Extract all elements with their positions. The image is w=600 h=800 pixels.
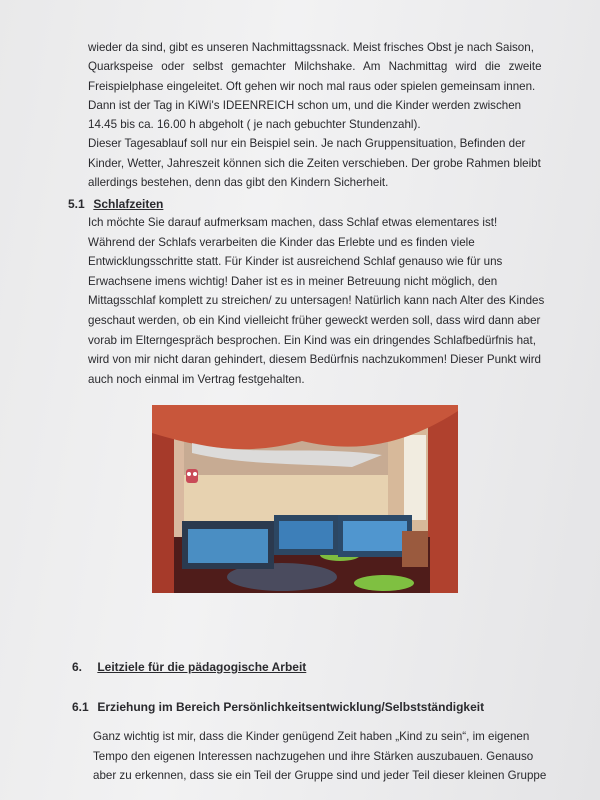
paragraph-line: wird von mir nicht daran gehindert, diesem Bedürfnis nachzukommen! Dieser Punkt wird xyxy=(88,353,542,367)
section-title: Leitziele für die pädagogische Arbeit xyxy=(97,660,307,674)
paragraph-line: Erwachsene imens wichtig! Daher ist es in meiner Betreuung nicht möglich, den xyxy=(88,274,498,288)
paragraph-line: aber zu erkennen, dass sie ein Teil der Gruppe sind und jeder Teil dieser kleinen Gruppe xyxy=(93,769,547,782)
paragraph-line: Während der Schlafs verarbeiten die Kinder das Erlebte und es finden viele xyxy=(88,235,475,249)
intro-line: Freispielphase eingeleitet. Oft gehen wir noch mal raus oder spielen gemeinsam innen. xyxy=(88,79,536,93)
paragraph-line: auch noch einmal im Vertrag festgehalten. xyxy=(88,372,305,386)
paragraph-line: Ganz wichtig ist mir, dass die Kinder genügend Zeit haben „Kind zu sein“, im eigenen xyxy=(93,730,530,743)
section-5-1-heading xyxy=(68,197,163,211)
paragraph-line: Tempo den eigenen Interessen nachzugehen und ihre Stärken auszubauen. Genauso xyxy=(93,749,534,763)
intro-line: Kinder, Wetter, Jahreszeit können sich die Zeiten verschieben. Der grobe Rahmen bleibt xyxy=(88,156,541,170)
paragraph-line: Entwicklungsschritte statt. Für Kinder ist ausreichend Schlaf genauso wie für uns xyxy=(88,255,503,269)
intro-line: Dieser Tagesablauf soll nur ein Beispiel sein. Je nach Gruppensituation, Befinden der xyxy=(88,137,526,151)
intro-paragraph xyxy=(88,38,558,192)
intro-line: Quarkspeise oder selbst gemachter Milchshake. Am Nachmittag wird die zweite xyxy=(88,60,542,74)
section-6-1-paragraph xyxy=(93,727,553,786)
section-6-1-heading xyxy=(72,700,484,714)
section-5-1-paragraph xyxy=(88,213,558,389)
nap-room-illustration xyxy=(152,405,458,593)
paragraph-line: geschaut werden, ob ein Kind vielleicht früher geweckt werden soll, dass wird dann aber xyxy=(88,313,541,327)
intro-line: allerdings bestehen, denn das gibt den Kindern Sicherheit. xyxy=(88,176,389,190)
nap-room-photo xyxy=(152,405,458,593)
paragraph-line: Ich möchte Sie darauf aufmerksam machen, dass Schlaf etwas elementares ist! xyxy=(88,216,498,229)
section-number: 5.1 xyxy=(68,197,85,211)
paragraph-line: vorab im Elterngespräch besprochen. Ein Kind was ein dringendes Schlafbedürfnis hat, xyxy=(88,333,536,347)
intro-line: wieder da sind, gibt es unseren Nachmittagssnack. Meist frisches Obst je nach Saison, xyxy=(88,41,534,54)
section-6-heading xyxy=(72,660,306,674)
paragraph-line: Mittagsschlaf komplett zu streichen/ zu untersagen! Natürlich kann nach Alter des Kindes xyxy=(88,294,545,308)
section-number: 6. xyxy=(72,660,83,674)
section-title: Erziehung im Bereich Persönlichkeitsentwicklung/Selbstständigkeit xyxy=(97,700,485,714)
section-title: Schlafzeiten xyxy=(93,197,164,211)
intro-line: Dann ist der Tag in KiWi's IDEENREICH schon um, und die Kinder werden zwischen xyxy=(88,98,522,112)
section-number: 6.1 xyxy=(72,700,89,714)
intro-line: 14.45 bis ca. 16.00 h abgeholt ( je nach gebuchter Stundenzahl). xyxy=(88,118,421,132)
